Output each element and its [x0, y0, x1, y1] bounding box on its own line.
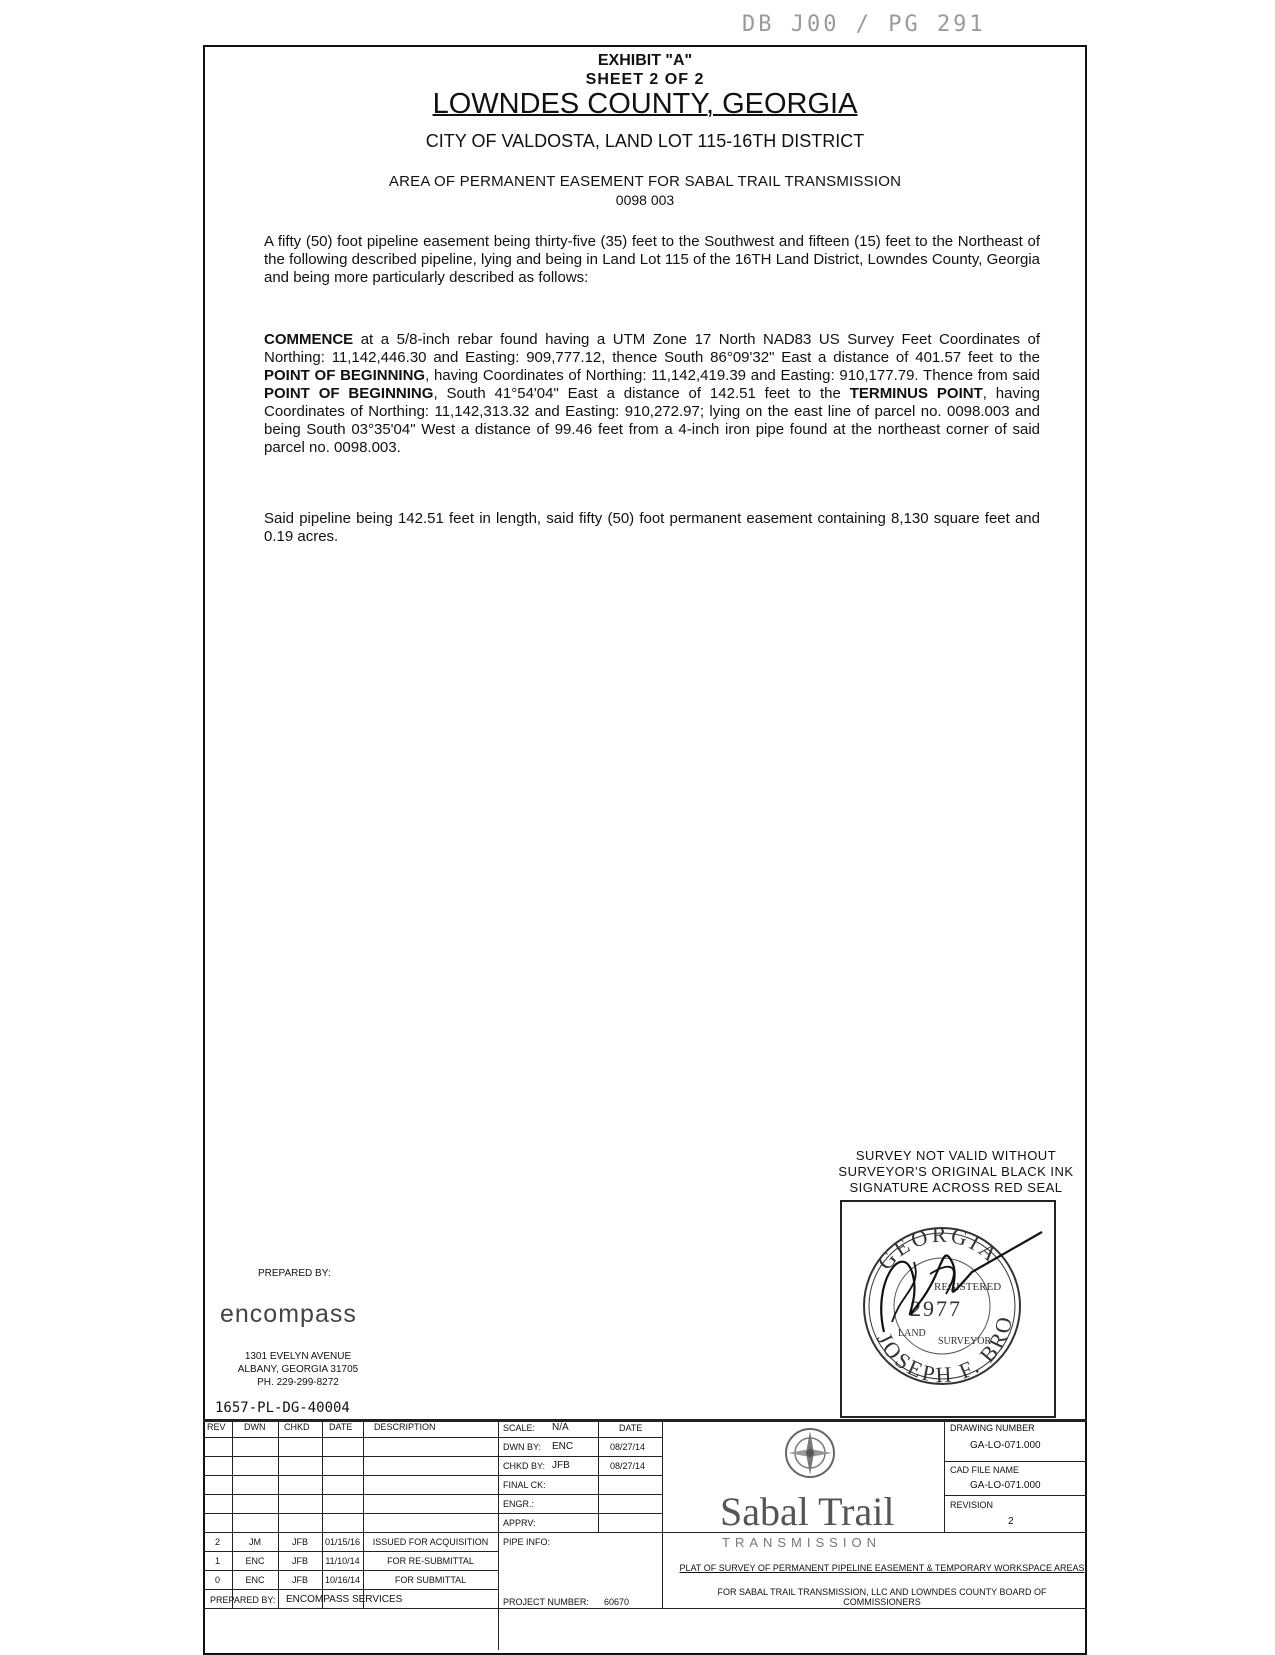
date-cell: 11/10/14 — [325, 1556, 360, 1566]
city-subtitle: CITY OF VALDOSTA, LAND LOT 115-16TH DISTRICT — [425, 131, 865, 151]
text-segment: , having Coordinates of Northing: 11,142,313.32 and Easting: 910,272.97; lying on the east line of parcel no. 0098.003 and being South 03°35'04" West a distance of 99.46 feet from a 4-inch iron pipe found at the northeast corner of said parcel no. 0098.003. — [264, 385, 1040, 456]
date-header: DATE — [329, 1422, 353, 1432]
description-header: DESCRIPTION — [374, 1422, 436, 1432]
document-number: 1657-PL-DG-40004 — [215, 1400, 350, 1416]
pipeline-summary: Said pipeline being 142.51 feet in length, said fifty (50) foot permanent easement containing 8,130 square feet and 0.19 acres. — [264, 510, 1040, 545]
desc-cell: ISSUED FOR ACQUISITION — [372, 1537, 489, 1547]
project-number-value: 60670 — [604, 1597, 630, 1607]
cad-file-label: CAD FILE NAME — [950, 1465, 1020, 1475]
surveyor-seal-icon — [842, 1202, 1054, 1416]
sabal-trail-logo: Sabal Trail — [720, 1489, 895, 1534]
prepared-by-footer-value: ENCOMPASS SERVICES — [286, 1594, 403, 1605]
cad-file-value: GA-LO-071.000 — [970, 1480, 1041, 1491]
scale-value: N/A — [552, 1422, 569, 1433]
commencement-description — [264, 331, 1040, 457]
easement-description: A fifty (50) foot pipeline easement being thirty-five (35) feet to the Southwest and fifteen (15) feet to the Northeast of the following described pipeline, lying and being in Land Lot 115 of the 16TH Land District, Lowndes County, Georgia and being more particularly described as follows: — [264, 233, 1040, 286]
seal-name: JOSEPH F. BRO — [872, 1312, 1018, 1388]
area-title: AREA OF PERMANENT EASEMENT FOR SABAL TRAIL TRANSMISSION — [388, 173, 902, 190]
grid-line — [203, 1475, 663, 1476]
drawing-number-value: GA-LO-071.000 — [970, 1440, 1041, 1451]
chkd-cell: JFB — [291, 1575, 308, 1585]
dwn-cell: ENC — [245, 1556, 265, 1566]
grid-line — [203, 1437, 663, 1438]
chkd-header: CHKD — [284, 1422, 310, 1432]
seal-number: 2977 — [910, 1296, 962, 1321]
phone-line: PH. 229-299-8272 — [257, 1377, 339, 1388]
rev-cell: 0 — [214, 1575, 220, 1585]
prepared-by-footer-label: PREPARED BY: — [210, 1595, 276, 1605]
scale-label: SCALE: — [503, 1423, 536, 1433]
date-cell: 01/15/16 — [324, 1537, 361, 1547]
seal-surveyor: SURVEYOR — [938, 1336, 992, 1347]
grid-line — [203, 1456, 663, 1457]
text-segment: , having Coordinates of Northing: 11,142,419.39 and Easting: 910,177.79. Thence from said — [425, 367, 1040, 384]
grid-line — [598, 1419, 599, 1532]
chkd-cell: JFB — [291, 1556, 308, 1566]
project-number-label: PROJECT NUMBER: — [503, 1597, 589, 1607]
county-title: LOWNDES COUNTY, GEORGIA — [432, 88, 858, 120]
pob-keyword: POINT OF BEGINNING — [264, 367, 426, 384]
surveyor-seal-box — [840, 1200, 1056, 1418]
grid-line — [203, 1570, 498, 1571]
engr-label: ENGR.: — [503, 1499, 535, 1509]
compass-rose-icon — [782, 1425, 838, 1481]
dwn-date: 08/27/14 — [610, 1442, 646, 1452]
note-line: SIGNATURE ACROSS RED SEAL — [849, 1180, 1063, 1195]
revision-value: 2 — [1008, 1516, 1014, 1527]
address-line: ALBANY, GEORGIA 31705 — [237, 1364, 359, 1375]
commence-keyword: COMMENCE — [264, 331, 354, 348]
chkd-by-label: CHKD BY: — [503, 1461, 546, 1471]
text-segment: at a 5/8-inch rebar found having a UTM Zone 17 North NAD83 US Survey Feet Coordinates of Northing: 11,142,446.30 and Easting: 909,777.12, thence South 86°09'32" East a distance of 401.57 feet to the — [264, 331, 1040, 366]
rev-cell: 2 — [214, 1537, 220, 1547]
preparer-address — [228, 1350, 368, 1389]
chkd-by-value: JFB — [552, 1460, 570, 1471]
parcel-number: 0098 003 — [615, 192, 675, 208]
grid-line — [944, 1419, 945, 1532]
grid-line — [203, 1608, 1087, 1609]
grid-line — [203, 1551, 498, 1552]
grid-line — [944, 1461, 1087, 1462]
pipe-info-label: PIPE INFO: — [503, 1537, 551, 1547]
seal-registered: REGISTERED — [934, 1281, 1002, 1293]
grid-line — [498, 1419, 499, 1650]
survey-validity-note — [826, 1148, 1086, 1196]
note-line: SURVEY NOT VALID WITHOUT — [855, 1148, 1057, 1163]
prepared-by-label: PREPARED BY: — [258, 1268, 331, 1279]
dwn-by-label: DWN BY: — [503, 1442, 542, 1452]
date-label: DATE — [619, 1423, 643, 1433]
grid-line — [944, 1495, 1087, 1496]
seal-state: GEORGIA — [872, 1221, 1005, 1275]
grid-line — [203, 1494, 663, 1495]
grid-line — [203, 1532, 663, 1533]
sabal-trail-subtitle: TRANSMISSION — [722, 1535, 881, 1550]
chkd-cell: JFB — [291, 1537, 308, 1547]
desc-cell: FOR RE-SUBMITTAL — [387, 1556, 474, 1566]
text-segment: , South 41°54'04" East a distance of 142.51 feet to the — [433, 385, 850, 402]
apprv-label: APPRV: — [503, 1518, 536, 1528]
grid-line — [662, 1419, 663, 1608]
pob-keyword: POINT OF BEGINNING — [264, 385, 434, 402]
terminus-keyword: TERMINUS POINT — [849, 385, 983, 402]
exhibit-label: EXHIBIT "A" — [597, 52, 693, 69]
date-cell: 10/16/14 — [324, 1575, 361, 1585]
dwn-cell: ENC — [245, 1575, 265, 1585]
note-line: SURVEYOR'S ORIGINAL BLACK INK — [838, 1164, 1074, 1179]
final-ck-label: FINAL CK: — [503, 1480, 546, 1490]
plat-title-line-2: FOR SABAL TRAIL TRANSMISSION, LLC AND LOWNDES COUNTY BOARD OF COMMISSIONERS — [717, 1587, 1047, 1607]
address-line: 1301 EVELYN AVENUE — [244, 1351, 352, 1362]
encompass-logo: encompass — [220, 1300, 357, 1328]
chkd-date: 08/27/14 — [610, 1461, 646, 1471]
rev-header: REV — [207, 1422, 226, 1432]
desc-cell: FOR SUBMITTAL — [394, 1575, 467, 1585]
dwn-header: DWN — [244, 1422, 266, 1432]
dwn-cell: JM — [249, 1537, 261, 1547]
dwn-by-value: ENC — [552, 1441, 574, 1452]
sheet-label: SHEET 2 OF 2 — [585, 71, 705, 88]
recording-stamp: DB J00 / PG 291 — [742, 12, 986, 37]
drawing-number-label: DRAWING NUMBER — [950, 1423, 1035, 1433]
seal-land: LAND — [898, 1328, 926, 1339]
grid-line — [203, 1589, 498, 1590]
rev-cell: 1 — [214, 1556, 220, 1566]
plat-title-line-1: PLAT OF SURVEY OF PERMANENT PIPELINE EASEMENT & TEMPORARY WORKSPACE AREAS — [679, 1563, 1085, 1573]
grid-line — [203, 1513, 663, 1514]
revision-label: REVISION — [950, 1500, 994, 1510]
